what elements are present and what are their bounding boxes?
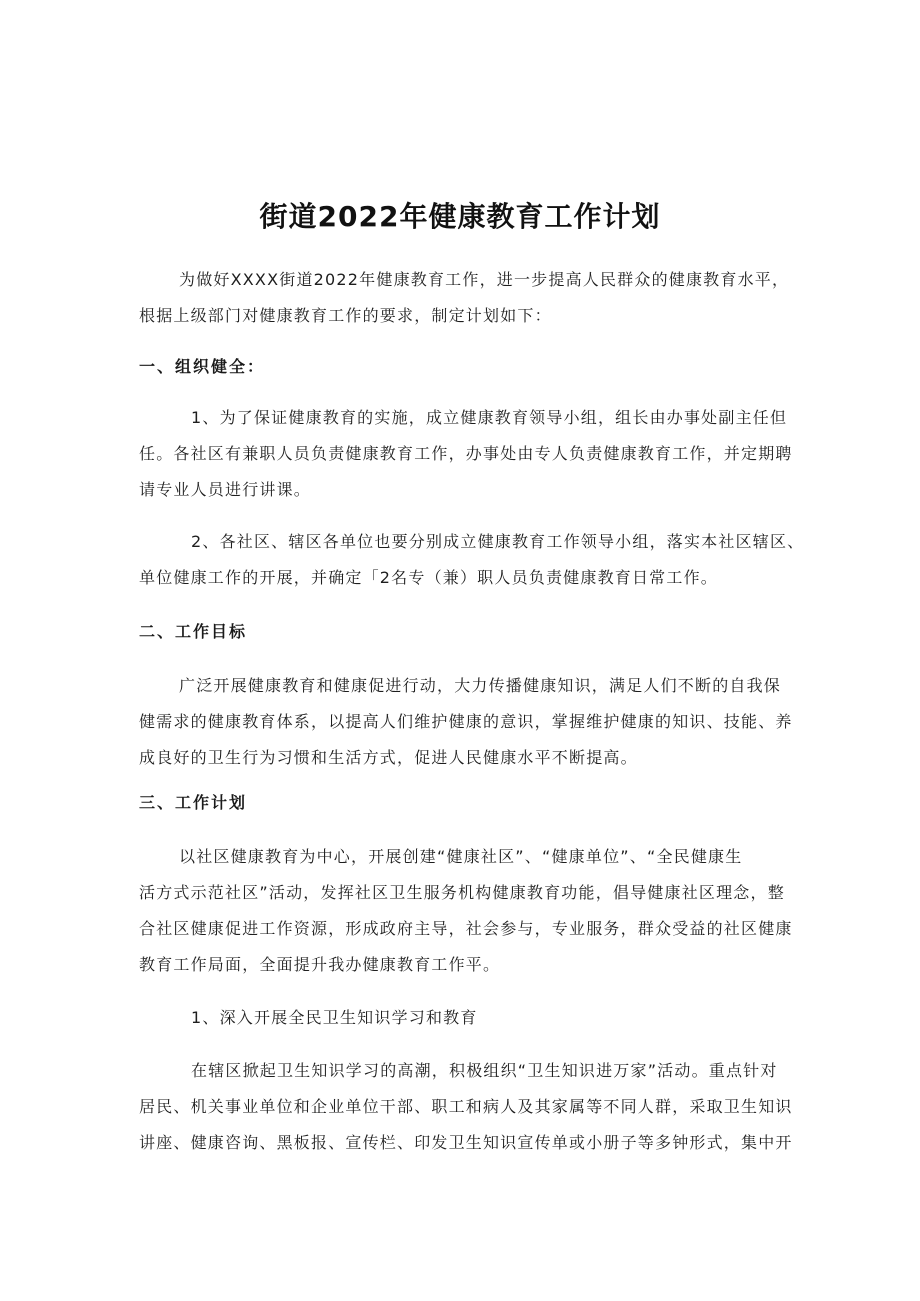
sub1-line-1: 在辖区掀起卫生知识学习的高潮，积极组织“卫生知识进万家”活动。重点针对: [191, 1061, 778, 1080]
section1-item1: [139, 400, 793, 508]
intro-line-1: 为做好XXXX街道2022年健康教育工作，进一步提高人民群众的健康教育水平，: [179, 270, 790, 289]
section3-subheading-1: [139, 1000, 784, 1036]
section1-item1-line-3: 请专业人员进行讲课。: [139, 480, 312, 499]
section2-body: [139, 668, 793, 776]
section1-heading: 一、组织健全：: [139, 357, 266, 376]
sub1-line-2: 居民、机关事业单位和企业单位干部、职工和病人及其家属等不同人群，采取卫生知识: [139, 1097, 793, 1116]
subheading-1-text: 1、深入开展全民卫生知识学习和教育: [191, 1008, 478, 1027]
intro-paragraph: [139, 262, 790, 334]
section3-line-3: 合社区健康促进工作资源，形成政府主导，社会参与，专业服务，群众受益的社区健康: [139, 919, 793, 938]
section2-heading: 二、工作目标: [139, 622, 248, 641]
section3-line-2: 活方式示范社区”活动，发挥社区卫生服务机构健康教育功能，倡导健康社区理念，整: [139, 883, 785, 902]
section3-body: [139, 839, 793, 983]
intro-line-2: 根据上级部门对健康教育工作的要求，制定计划如下：: [139, 306, 552, 325]
section2-line-2: 健需求的健康教育体系，以提高人们维护健康的意识，掌握维护健康的知识、技能、养: [139, 712, 793, 731]
section3-heading: 三、工作计划: [139, 793, 248, 812]
section1-item1-line-1: 1、为了保证健康教育的实施，成立健康教育领导小组，组长由办事处副主任但: [191, 408, 788, 427]
section1-item1-line-2: 任。各社区有兼职人员负责健康教育工作，办事处由专人负责健康教育工作，并定期聘: [139, 444, 793, 463]
section1-item2: [139, 524, 805, 596]
sub1-line-3: 讲座、健康咨询、黑板报、宣传栏、印发卫生知识宣传单或小册子等多钟形式，集中开: [139, 1133, 793, 1152]
section2-line-1: 广泛开展健康教育和健康促进行动，大力传播健康知识，满足人们不断的自我保: [179, 676, 782, 695]
document-title: 街道2022年健康教育工作计划: [259, 199, 661, 233]
section1-item2-line-2: 单位健康工作的开展，并确定「2名专（兼）职人员负责健康教育日常工作。: [139, 568, 718, 587]
section2-line-3: 成良好的卫生行为习惯和生活方式，促进人民健康水平不断提高。: [139, 748, 638, 767]
section3-sub1-body: [139, 1053, 793, 1161]
section3-line-4: 教育工作局面，全面提升我办健康教育工作平。: [139, 955, 501, 974]
section3-line-1: 以社区健康教育为中心，开展创建“健康社区”、“健康单位”、“全民健康生: [179, 847, 743, 866]
section1-item2-line-1: 2、各社区、辖区各单位也要分别成立健康教育工作领导小组，落实本社区辖区、: [191, 532, 805, 551]
